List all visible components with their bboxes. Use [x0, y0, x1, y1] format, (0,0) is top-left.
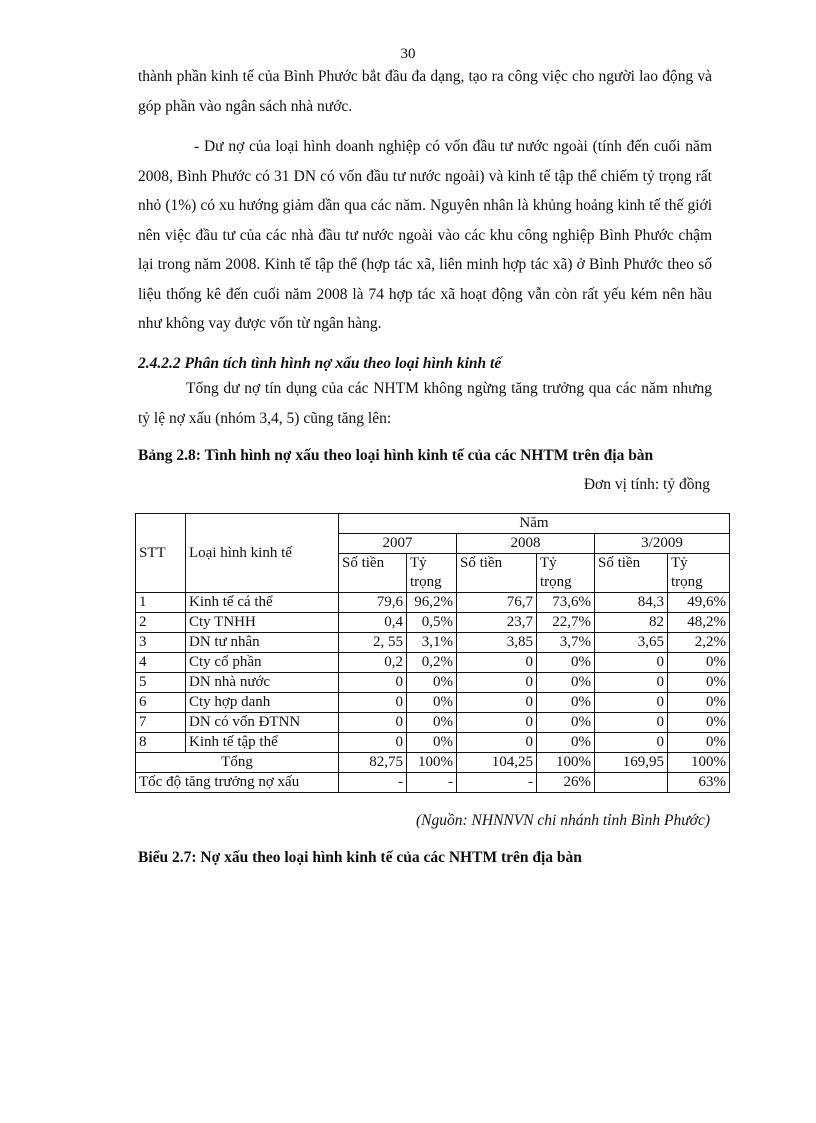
total-amount-2008: 104,25 [457, 753, 537, 773]
cell-share-2007: 0% [407, 693, 457, 713]
header-year-2009: 3/2009 [595, 534, 730, 554]
paragraph-fdi: - Dư nợ của loại hình doanh nghiệp có vốn đầu tư nước ngoài (tính đến cuối năm 2008, Bình Phước có 31 DN có vốn đầu tư nước ngoài) và kinh tế tập thể chiếm tỷ trọng rất nhỏ (1%) có xu hướng giảm dần qua các năm. Nguyên nhân là khủng hoảng kinh tế thế giới nên việc đầu tư của các nhà đầu tư nước ngoài vào các khu công nghiệp Bình Phước chậm lại trong năm 2008. Kinh tế tập thể (hợp tác xã, liên minh hợp tác xã) ở Bình Phước theo số liệu thống kê đến cuối năm 2008 là 74 hợp tác xã hoạt động vẫn còn rất yếu kém nên hầu như không vay được vốn từ ngân hàng. [138, 138, 712, 332]
total-label: Tổng [136, 753, 339, 773]
cell-amount-2008: 76,7 [457, 593, 537, 613]
page-number: 30 [400, 46, 416, 62]
table-row [136, 693, 730, 713]
cell-type: DN có vốn ĐTNN [186, 713, 339, 733]
table-row [136, 653, 730, 673]
cell-share-2008: 22,7% [537, 613, 595, 633]
cell-amount-2008: 0 [457, 693, 537, 713]
cell-amount-2009: 3,65 [595, 633, 668, 653]
cell-stt: 8 [136, 733, 186, 753]
cell-stt: 4 [136, 653, 186, 673]
total-share-2009: 100% [668, 753, 730, 773]
growth-label: Tốc độ tăng trưởng nợ xấu [136, 773, 339, 793]
header-row-year-group [136, 514, 730, 534]
header-share-line1: Tỷ [410, 555, 427, 571]
cell-amount-2007: 0 [339, 733, 407, 753]
cell-amount-2007: 0 [339, 713, 407, 733]
cell-amount-2007: 79,6 [339, 593, 407, 613]
header-amount: Số tiền [457, 554, 537, 593]
cell-stt: 2 [136, 613, 186, 633]
header-share-line2: trọng [671, 574, 703, 590]
cell-amount-2008: 0 [457, 713, 537, 733]
growth-amount-2009 [595, 773, 668, 793]
cell-amount-2008: 0 [457, 673, 537, 693]
cell-type: Cty cổ phần [186, 653, 339, 673]
cell-amount-2009: 0 [595, 673, 668, 693]
chart-title: Biểu 2.7: Nợ xấu theo loại hình kinh tế của các NHTM trên địa bàn [138, 849, 582, 866]
cell-amount-2009: 84,3 [595, 593, 668, 613]
table-row [136, 673, 730, 693]
cell-amount-2009: 0 [595, 713, 668, 733]
cell-share-2008: 73,6% [537, 593, 595, 613]
cell-share-2009: 0% [668, 653, 730, 673]
section-heading: 2.4.2.2 Phân tích tình hình nợ xấu theo loại hình kinh tế [138, 355, 502, 372]
cell-share-2007: 0,5% [407, 613, 457, 633]
header-share-line2: trọng [410, 574, 442, 590]
growth-amount-2007: - [339, 773, 407, 793]
cell-type: DN tư nhân [186, 633, 339, 653]
growth-share-2007: - [407, 773, 457, 793]
header-amount: Số tiền [595, 554, 668, 593]
cell-amount-2007: 0 [339, 673, 407, 693]
cell-share-2007: 0,2% [407, 653, 457, 673]
cell-amount-2009: 0 [595, 693, 668, 713]
cell-share-2007: 96,2% [407, 593, 457, 613]
growth-share-2009: 63% [668, 773, 730, 793]
header-year-2008: 2008 [457, 534, 595, 554]
cell-share-2009: 0% [668, 673, 730, 693]
growth-amount-2008: - [457, 773, 537, 793]
header-share-line1: Tỷ [671, 555, 688, 571]
cell-amount-2008: 0 [457, 733, 537, 753]
paragraph-credit: Tổng dư nợ tín dụng của các NHTM không ngừng tăng trưởng qua các năm nhưng tỷ lệ nợ xấu (nhóm 3,4, 5) cũng tăng lên: [138, 380, 712, 427]
table-unit: Đơn vị tính: tỷ đồng [583, 476, 710, 493]
cell-type: DN nhà nước [186, 673, 339, 693]
table-row [136, 633, 730, 653]
cell-share-2007: 0% [407, 733, 457, 753]
cell-stt: 1 [136, 593, 186, 613]
cell-share-2008: 0% [537, 673, 595, 693]
header-share-line1: Tỷ [540, 555, 557, 571]
header-amount: Số tiền [339, 554, 407, 593]
total-share-2008: 100% [537, 753, 595, 773]
total-share-2007: 100% [407, 753, 457, 773]
cell-share-2009: 49,6% [668, 593, 730, 613]
cell-amount-2007: 0,2 [339, 653, 407, 673]
table-source: (Nguồn: NHNNVN chi nhánh tỉnh Bình Phước) [416, 812, 710, 829]
table-row [136, 593, 730, 613]
cell-share-2008: 0% [537, 713, 595, 733]
cell-share-2009: 0% [668, 693, 730, 713]
header-share [537, 554, 595, 593]
cell-stt: 7 [136, 713, 186, 733]
cell-amount-2008: 3,85 [457, 633, 537, 653]
cell-share-2007: 0% [407, 713, 457, 733]
header-share [668, 554, 730, 593]
cell-share-2008: 0% [537, 653, 595, 673]
table-row [136, 713, 730, 733]
header-share [407, 554, 457, 593]
cell-amount-2007: 0,4 [339, 613, 407, 633]
table-row [136, 733, 730, 753]
cell-share-2009: 48,2% [668, 613, 730, 633]
cell-share-2009: 0% [668, 733, 730, 753]
cell-share-2008: 0% [537, 693, 595, 713]
table-title: Bảng 2.8: Tình hình nợ xấu theo loại hình kinh tế của các NHTM trên địa bàn [138, 447, 654, 464]
cell-share-2009: 2,2% [668, 633, 730, 653]
cell-share-2007: 3,1% [407, 633, 457, 653]
cell-type: Cty TNHH [186, 613, 339, 633]
header-stt: STT [136, 514, 186, 593]
cell-amount-2009: 82 [595, 613, 668, 633]
cell-share-2008: 3,7% [537, 633, 595, 653]
cell-type: Cty hợp danh [186, 693, 339, 713]
cell-stt: 3 [136, 633, 186, 653]
header-share-line2: trọng [540, 574, 572, 590]
cell-amount-2009: 0 [595, 733, 668, 753]
header-type: Loại hình kinh tế [186, 514, 339, 593]
cell-stt: 5 [136, 673, 186, 693]
total-amount-2007: 82,75 [339, 753, 407, 773]
table-row [136, 613, 730, 633]
cell-type: Kinh tế cá thể [186, 593, 339, 613]
paragraph-intro: thành phần kinh tế của Bình Phước bắt đầu đa dạng, tạo ra công việc cho người lao động và góp phần vào ngân sách nhà nước. [138, 68, 712, 115]
growth-share-2008: 26% [537, 773, 595, 793]
cell-share-2009: 0% [668, 713, 730, 733]
cell-amount-2008: 23,7 [457, 613, 537, 633]
cell-share-2008: 0% [537, 733, 595, 753]
growth-row [136, 773, 730, 793]
cell-type: Kinh tế tập thể [186, 733, 339, 753]
cell-amount-2008: 0 [457, 653, 537, 673]
cell-share-2007: 0% [407, 673, 457, 693]
cell-stt: 6 [136, 693, 186, 713]
cell-amount-2007: 0 [339, 693, 407, 713]
total-amount-2009: 169,95 [595, 753, 668, 773]
cell-amount-2009: 0 [595, 653, 668, 673]
header-year-group: Năm [339, 514, 730, 534]
cell-amount-2007: 2, 55 [339, 633, 407, 653]
header-year-2007: 2007 [339, 534, 457, 554]
total-row [136, 753, 730, 773]
bad-debt-table [135, 513, 730, 793]
